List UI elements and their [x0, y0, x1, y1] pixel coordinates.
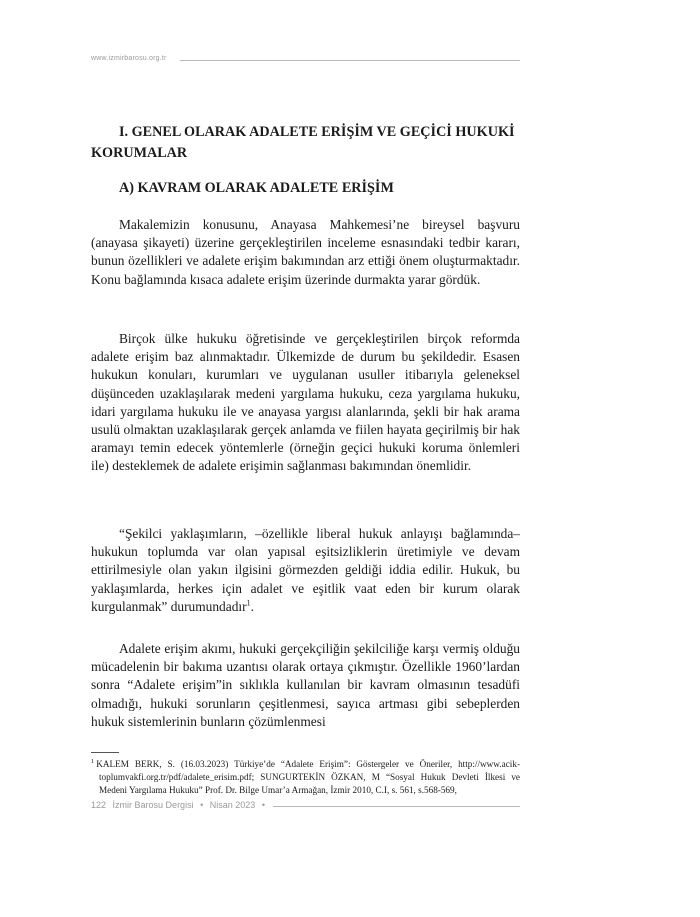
footer-rule: [273, 806, 520, 807]
footnote-1: [91, 758, 520, 797]
paragraph-1: Makalemizin konusunu, Anayasa Mahkemesi’ne bireysel başvuru (anayasa şikayeti) üzerine gerçekleştirilen inceleme esnasındaki tedbir kararı, bunun özellikleri ve adalete erişim bakımından arz ettiği önem oluşturmaktadır. Konu bağlamında kısaca adalete erişim üzerinde durmakta yarar gördük.: [91, 217, 520, 287]
paragraph-3-container: [91, 525, 520, 616]
paragraph-3-text: “Şekilci yaklaşımların, –özellikle liberal hukuk anlayışı bağlamında– hukukun toplumda var olan yapısal eşitsizliklerin üretimiyle ve devam ettirilmesiyle olan yakın ilgisini görmezden geldiği iddia edilir. Hukuk, bu yaklaşımlarda, herkes için adalet ve eşitlik vaat eden bir kurum olarak kurgulanmak” durumundadır: [91, 526, 520, 614]
paragraph-3: [91, 525, 520, 616]
section-heading: I. GENEL OLARAK ADALETE ERİŞİM VE GEÇİCİ HUKUKİ KORUMALAR: [91, 124, 515, 161]
paragraph-4: Adalete erişim akımı, hukuki gerçekçiliğin şekilciliğe karşı vermiş olduğu mücadelenin bir bakıma uzantısı olarak ortaya çıkmıştır. Özellikle 1960’lardan sonra “Adalete erişim”in sıklıkla kullanılan bir kavram olmasının tesadüfi olmadığı, hukuki sorunların çeşitlenmesi, sayıca artması gibi sebeplerden hukuk sistemlerinin bunların çözümlenmesi: [91, 641, 520, 729]
footer-separator: •: [200, 800, 204, 810]
footnote-marker: 1: [91, 757, 95, 765]
paragraph-2: Birçok ülke hukuku öğretisinde ve gerçekleştirilen birçok reformda adalete erişim baz alınmaktadır. Ülkemizde de durum bu şekildedir. Esasen hukukun konuları, kurumları ve uygulanan usuller itibarıyla geleneksel düşünceden uzaklaşılarak medeni yargılama hukuku, ceza yargılama hukuku, idari yargılama hukuku ile ve anayasa yargısı alanlarında, şekli bir hak arama usulü olmaktan uzaklaşılarak gerçek anlamda ve fiilen hayata geçirilmiş bir hak aramayı temin edecek yöntemlerle (örneğin geçici hukuki koruma önlemleri ile) desteklemek de adalete erişimin sağlanması bakımından önemlidir.: [91, 331, 520, 474]
header-rule: [180, 60, 520, 61]
paragraph-1-container: [91, 216, 520, 289]
paragraph-2-container: [91, 330, 520, 476]
page-footer: [91, 800, 269, 810]
issue-date: Nisan 2023: [209, 800, 256, 810]
footnote: [91, 758, 520, 797]
journal-name: İzmir Barosu Dergisi: [112, 800, 194, 810]
footnote-reference[interactable]: 1: [246, 598, 251, 608]
subsection-heading: A) KAVRAM OLARAK ADALETE ERİŞİM: [119, 180, 394, 196]
header-url: www.izmirbarosu.org.tr: [91, 55, 167, 62]
footnote-rule: [91, 752, 119, 753]
paragraph-4-container: [91, 640, 520, 731]
paragraph-3-end: .: [250, 598, 254, 614]
footnote-text: KALEM BERK, S. (16.03.2023) Türkiye’de “Adalete Erişim”: Göstergeler ve Öneriler, http://www.aciktoplumvakfi.org.tr/pdf/adalete_erisim.pdf; SUNGURTEKİN ÖZKAN, M “Sosyal Hukuk Devleti İlkesi ve Medeni Yargılama Hukuku” Prof. Dr. Bilge Umar’a Armağan, İzmir 2010, C.I, s. 561, s.568-569,: [96, 759, 520, 795]
footer-trailing-separator: •: [261, 800, 265, 810]
page-number: 122: [91, 800, 107, 810]
